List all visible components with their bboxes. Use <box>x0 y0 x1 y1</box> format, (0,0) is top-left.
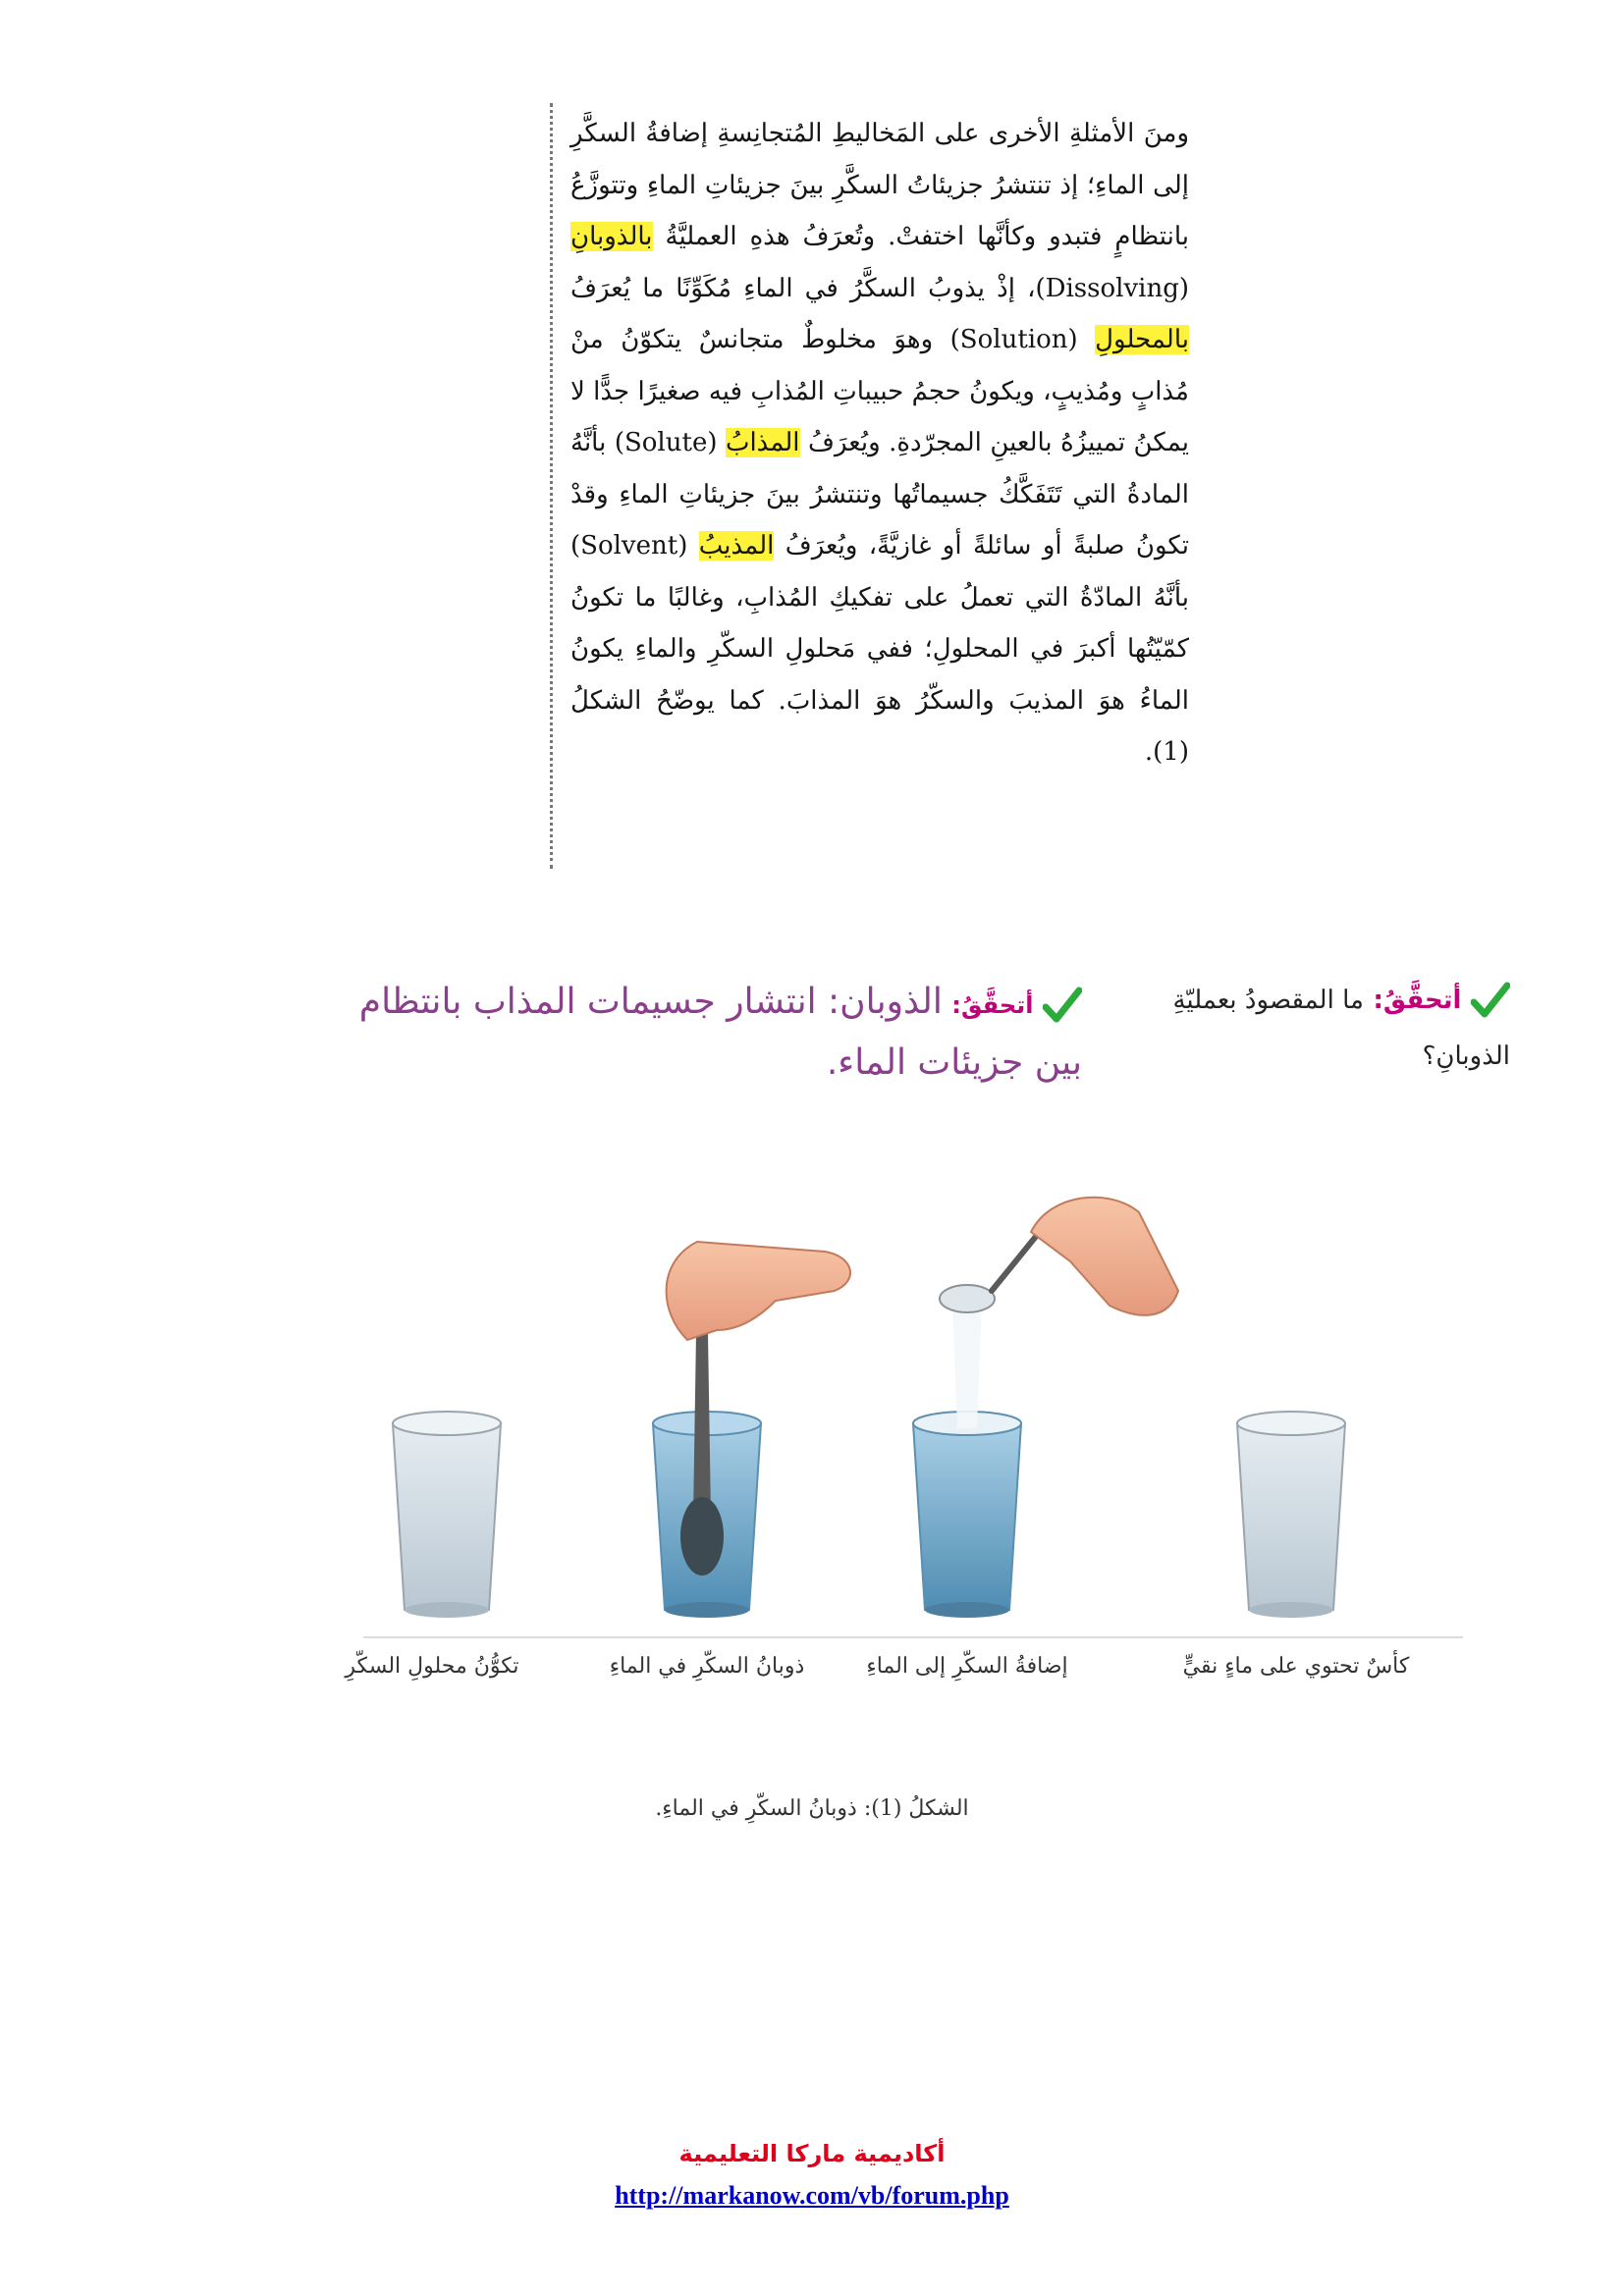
footer-link[interactable]: http://markanow.com/vb/forum.php <box>615 2181 1009 2210</box>
check-answer <box>336 972 1082 1094</box>
check-question <box>1137 972 1510 1084</box>
term-dissolving: بالذوبانِ <box>570 222 653 251</box>
caption-solution: تكوُّنُ محلولِ السكّرِ <box>345 1654 519 1679</box>
checkmark-icon <box>1043 986 1082 1025</box>
glass-pure-water <box>1237 1412 1345 1618</box>
glass-solution <box>393 1412 501 1618</box>
answer-text: الذوبان: انتشار جسيمات المذاب بانتظام بين جزيئات الماء. <box>358 982 1082 1083</box>
answer-label: أتحقَّقُ: <box>951 991 1034 1019</box>
checkmark-icon <box>1471 981 1510 1020</box>
text-column <box>550 103 1188 869</box>
term-solution: بالمحلولِ <box>1095 325 1189 354</box>
question-text: ما المقصودُ بعمليّةِ الذوبانِ؟ <box>1172 986 1510 1071</box>
para-seg-8: (Solvent) بأنَّهُ المادّةُ التي تعملُ على تفكيكِ المُذابِ، وغالبًا ما تكونُ كمّيّتُها أكبرَ في المحلولِ؛ ففي مَحلولِ السكّرِ والماءِ يكونُ الماءُ هوَ المذيبَ والسكّرُ هوَ المذابَ. كما يوضّحُ الشكلُ (1). <box>570 531 1189 767</box>
glass-adding-sugar <box>913 1198 1178 1618</box>
caption-pure-water: كأسٌ تحتوي على ماءٍ نقيٍّ <box>1182 1654 1410 1679</box>
figure-illustration <box>363 1193 1463 1644</box>
glass-dissolving <box>653 1242 850 1618</box>
caption-adding-sugar: إضافةُ السكّرِ إلى الماءِ <box>866 1654 1068 1679</box>
para-seg-4: (Solution) وهوَ مخلوطٌ متجانسٌ يتكوّنُ منْ مُذابٍ ومُذيبٍ، ويكونُ حجمُ حبيباتِ المُذابِ فيه صغيرًا جدًّا لا يمكنُ تمييزُهُ بالعينِ المجرّدةِ. ويُعرَفُ <box>570 325 1189 457</box>
term-solute: المذابُ <box>725 428 800 457</box>
caption-dissolving: ذوبانُ السكّرِ في الماءِ <box>609 1654 805 1679</box>
figure-sugar-dissolving <box>345 1193 1463 1703</box>
para-seg-6: (Solute) بأنَّهُ المادةُ التي تَتَفَكَّكُ جسيماتُها وتنتشرُ بينَ جزيئاتِ الماءِ وقدْ تكونُ صلبةً أو سائلةً أو غازيَّةً، ويُعرَفُ <box>570 428 1189 561</box>
para-seg-2: (Dissolving)، إذْ يذوبُ السكَّرُ في الماءِ مُكَوِّنًا ما يُعرَفُ <box>570 273 1189 303</box>
para-seg-0: ومنَ الأمثلةِ الأخرى على المَخاليطِ المُتجانِسةِ إضافةُ السكَّرِ إلى الماءِ؛ إذ تنتشرُ جزيئاتُ السكَّرِ بينَ جزيئاتِ الماءِ وتتوزَّعُ بانتظامٍ فتبدو وكأنَّها اختفتْ. وتُعرَفُ هذهِ العمليَّةُ <box>570 119 1189 251</box>
question-label: أتحقَّقُ: <box>1373 986 1462 1015</box>
term-solvent: المذيبُ <box>698 531 775 561</box>
figure-baseline <box>363 1636 1463 1638</box>
body-paragraph <box>570 108 1189 778</box>
figure-title: الشكلُ (1): ذوبانُ السكّرِ في الماءِ. <box>655 1796 969 1821</box>
footer-title: أكاديمية ماركا التعليمية <box>678 2140 946 2167</box>
